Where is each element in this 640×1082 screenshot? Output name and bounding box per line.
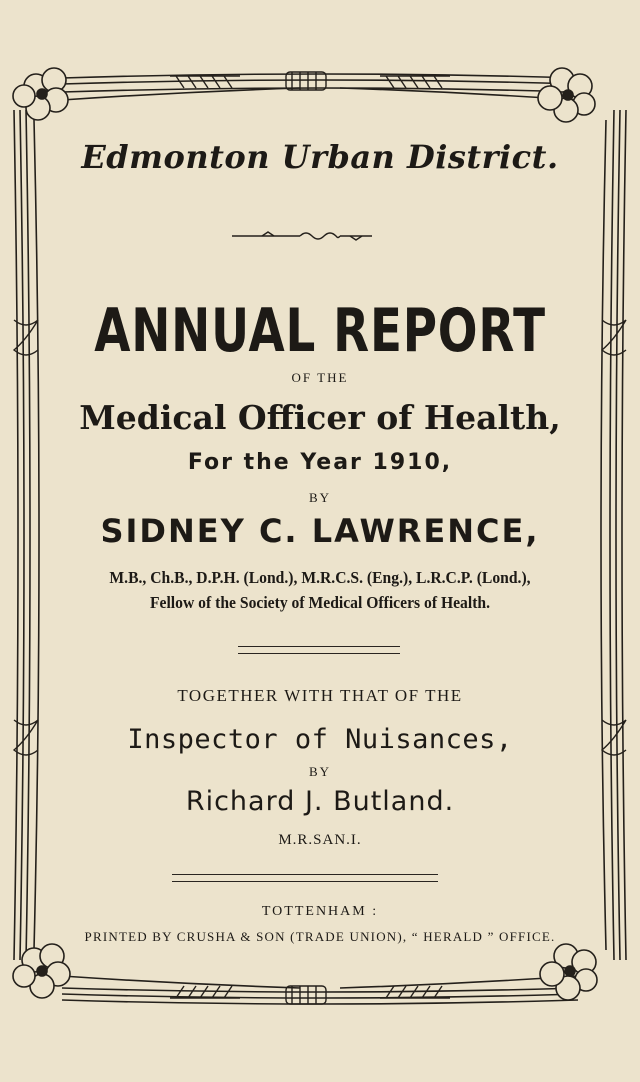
double-rule-divider — [172, 874, 438, 882]
inspector-qualification: M.R.SAN.I. — [278, 832, 362, 848]
printer-line: PRINTED BY CRUSHA & SON (TRADE UNION), “ HERALD ” OFFICE. — [84, 929, 556, 944]
inspector-title: Inspector of Nuisances, — [127, 724, 513, 755]
year-line: For the Year 1910, — [187, 450, 453, 475]
officer-title: Medical Officer of Health, — [79, 398, 561, 437]
inspector-name: Richard J. Butland. — [185, 786, 455, 817]
by-label: BY — [308, 764, 332, 779]
flower-corner-icon — [538, 68, 595, 122]
together-line: TOGETHER WITH THAT OF THE — [177, 686, 463, 705]
flower-corner-icon — [13, 944, 70, 998]
flower-corner-icon — [540, 944, 597, 1000]
of-the-label: OF THE — [291, 370, 349, 385]
by-label: BY — [308, 490, 332, 505]
flourish-ornament-icon — [0, 228, 640, 244]
district-heading: Edmonton Urban District. — [81, 138, 559, 176]
flower-corner-icon — [13, 68, 68, 120]
double-rule-divider — [238, 646, 400, 654]
report-title: ANNUAL REPORT — [94, 296, 546, 366]
place-line: TOTTENHAM : — [261, 904, 379, 919]
author-name: SIDNEY C. LAWRENCE, — [100, 512, 540, 550]
author-fellowship: Fellow of the Society of Medical Officers of Health. — [149, 593, 491, 612]
author-qualifications: M.B., Ch.B., D.P.H. (Lond.), M.R.C.S. (Eng.), L.R.C.P. (Lond.), — [109, 568, 531, 587]
